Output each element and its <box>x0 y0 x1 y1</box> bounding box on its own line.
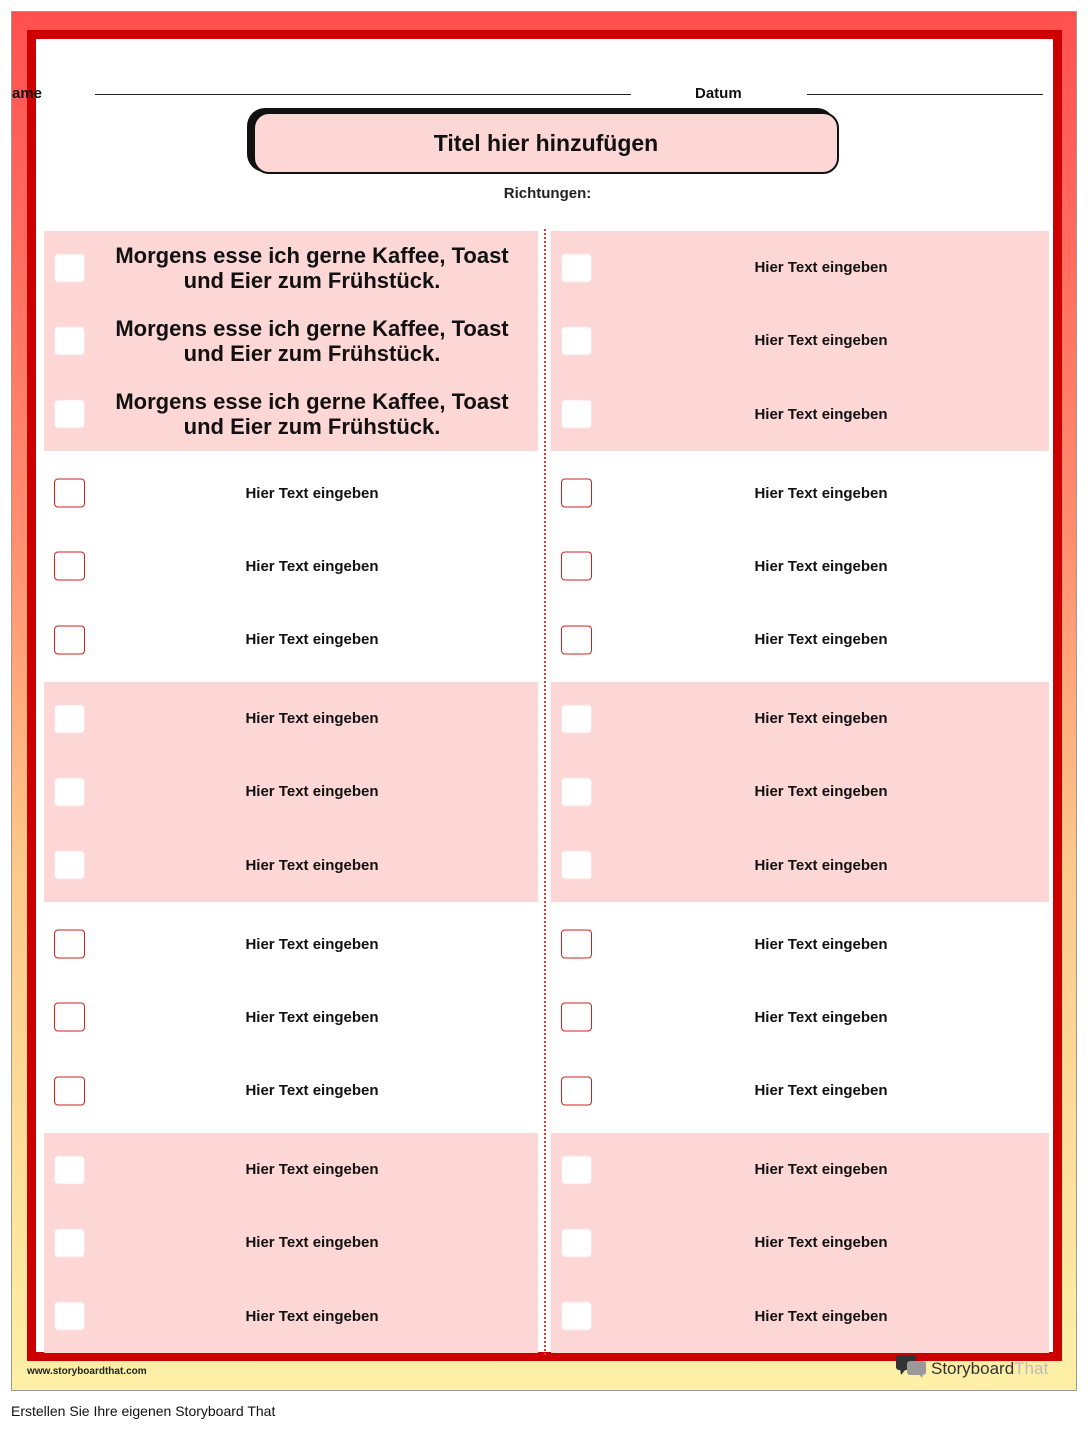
storyboardthat-logo[interactable] <box>895 1354 1048 1383</box>
list-item <box>551 231 1049 304</box>
checkbox[interactable] <box>561 552 592 581</box>
item-text[interactable]: Hier Text eingeben <box>754 710 888 728</box>
item-text[interactable]: Hier Text eingeben <box>754 332 888 350</box>
list-item <box>551 755 1049 828</box>
item-group <box>44 908 538 1128</box>
item-text[interactable]: Hier Text eingeben <box>754 935 888 953</box>
left-column <box>44 231 538 1359</box>
date-label: Datum <box>695 85 742 102</box>
page-title[interactable]: Titel hier hinzufügen <box>253 112 839 174</box>
item-text[interactable]: Hier Text eingeben <box>754 405 888 423</box>
list-item <box>44 231 538 304</box>
list-item <box>44 981 538 1054</box>
worksheet <box>12 30 1062 1361</box>
item-text[interactable]: Hier Text eingeben <box>245 710 379 728</box>
checkbox[interactable] <box>561 1228 592 1257</box>
right-column <box>551 231 1049 1359</box>
item-text[interactable]: Hier Text eingeben <box>754 856 888 874</box>
checkbox[interactable] <box>54 400 85 429</box>
item-group <box>44 231 538 451</box>
item-text[interactable]: Hier Text eingeben <box>245 1161 379 1179</box>
list-item <box>44 755 538 828</box>
list-item <box>551 378 1049 451</box>
name-label: ame <box>12 85 43 102</box>
list-item <box>44 829 538 902</box>
item-text[interactable]: Hier Text eingeben <box>245 1234 379 1252</box>
item-text[interactable]: Hier Text eingeben <box>754 557 888 575</box>
checkbox[interactable] <box>561 930 592 959</box>
checkbox[interactable] <box>561 1155 592 1184</box>
item-group <box>44 682 538 902</box>
speech-bubble-icon <box>895 1354 927 1383</box>
checkbox[interactable] <box>561 851 592 880</box>
item-text[interactable]: Morgens esse ich gerne Kaffee, Toast und Eier zum Frühstück. <box>115 242 509 293</box>
item-text[interactable]: Morgens esse ich gerne Kaffee, Toast und Eier zum Frühstück. <box>115 315 509 366</box>
list-item <box>551 682 1049 755</box>
checkbox[interactable] <box>54 326 85 355</box>
item-text[interactable]: Hier Text eingeben <box>245 935 379 953</box>
list-item <box>44 457 538 530</box>
checkbox[interactable] <box>54 253 85 282</box>
checkbox[interactable] <box>561 1302 592 1331</box>
list-item <box>44 304 538 377</box>
list-item <box>44 908 538 981</box>
checkbox[interactable] <box>54 1003 85 1032</box>
list-item <box>551 1280 1049 1353</box>
item-text[interactable]: Hier Text eingeben <box>754 631 888 649</box>
logo-text <box>931 1359 1048 1379</box>
checkbox[interactable] <box>561 625 592 654</box>
list-item <box>44 1206 538 1279</box>
item-text[interactable]: Hier Text eingeben <box>245 484 379 502</box>
checkbox[interactable] <box>54 1155 85 1184</box>
checkbox[interactable] <box>54 1302 85 1331</box>
logo-storyboard: Storyboard <box>931 1358 1015 1378</box>
item-text[interactable]: Hier Text eingeben <box>754 1234 888 1252</box>
item-group <box>551 231 1049 451</box>
list-item <box>551 457 1049 530</box>
list-item <box>551 981 1049 1054</box>
list-item <box>551 530 1049 603</box>
item-text[interactable]: Hier Text eingeben <box>754 259 888 277</box>
checkbox[interactable] <box>561 400 592 429</box>
item-text[interactable]: Hier Text eingeben <box>245 557 379 575</box>
checkbox[interactable] <box>54 930 85 959</box>
item-text[interactable]: Hier Text eingeben <box>754 1161 888 1179</box>
directions-label: Richtungen: <box>503 185 592 202</box>
list-item <box>551 1206 1049 1279</box>
checkbox[interactable] <box>54 1076 85 1105</box>
checkbox[interactable] <box>561 1003 592 1032</box>
checkbox[interactable] <box>54 704 85 733</box>
checkbox[interactable] <box>561 326 592 355</box>
list-item <box>44 1280 538 1353</box>
list-item <box>44 1054 538 1127</box>
checkbox[interactable] <box>561 1076 592 1105</box>
list-item <box>551 829 1049 902</box>
checkbox[interactable] <box>54 552 85 581</box>
list-item <box>44 378 538 451</box>
item-text[interactable]: Hier Text eingeben <box>245 631 379 649</box>
name-line[interactable] <box>95 94 631 95</box>
item-text[interactable]: Hier Text eingeben <box>754 783 888 801</box>
list-item <box>551 304 1049 377</box>
list-item <box>44 682 538 755</box>
item-text[interactable]: Hier Text eingeben <box>245 1307 379 1325</box>
list-item <box>44 530 538 603</box>
footer-caption: Erstellen Sie Ihre eigenen Storyboard That <box>11 1403 276 1419</box>
item-text[interactable]: Hier Text eingeben <box>245 1008 379 1026</box>
item-text[interactable]: Hier Text eingeben <box>245 783 379 801</box>
list-item <box>44 1133 538 1206</box>
item-text[interactable]: Hier Text eingeben <box>754 484 888 502</box>
item-group <box>551 908 1049 1128</box>
item-group <box>551 1133 1049 1353</box>
checkbox[interactable] <box>54 625 85 654</box>
list-item <box>551 1054 1049 1127</box>
list-item <box>551 1133 1049 1206</box>
item-group <box>551 457 1049 677</box>
item-text[interactable]: Hier Text eingeben <box>245 856 379 874</box>
checkbox[interactable] <box>561 253 592 282</box>
checkbox[interactable] <box>54 1228 85 1257</box>
list-item <box>551 603 1049 676</box>
item-group <box>551 682 1049 902</box>
checkbox[interactable] <box>54 777 85 806</box>
item-group <box>44 457 538 677</box>
item-text[interactable]: Hier Text eingeben <box>754 1008 888 1026</box>
item-text[interactable]: Hier Text eingeben <box>245 1082 379 1100</box>
checkbox[interactable] <box>54 851 85 880</box>
checkbox[interactable] <box>54 479 85 508</box>
logo-that: That <box>1014 1358 1049 1378</box>
item-group <box>44 1133 538 1353</box>
column-divider <box>544 229 546 1355</box>
checkbox[interactable] <box>561 479 592 508</box>
date-line[interactable] <box>807 94 1043 95</box>
checkbox[interactable] <box>561 704 592 733</box>
checkbox[interactable] <box>561 777 592 806</box>
list-item <box>551 908 1049 981</box>
list-item <box>44 603 538 676</box>
footer-url[interactable]: www.storyboardthat.com <box>27 1366 147 1377</box>
item-text[interactable]: Morgens esse ich gerne Kaffee, Toast und Eier zum Frühstück. <box>115 389 509 440</box>
item-text[interactable]: Hier Text eingeben <box>754 1307 888 1325</box>
item-text[interactable]: Hier Text eingeben <box>754 1082 888 1100</box>
